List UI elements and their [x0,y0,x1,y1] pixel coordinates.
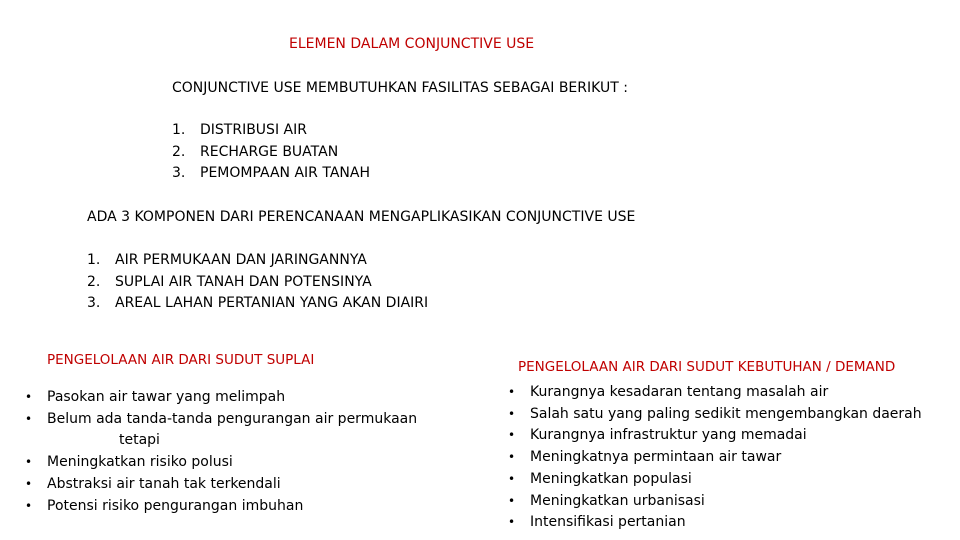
item-text: Meningkatkan risiko polusi [47,454,233,471]
bullet-icon: • [25,390,33,404]
item-text: AIR PERMUKAAN DAN JARINGANNYA [115,252,367,268]
list-item [508,404,922,426]
list-item [25,452,417,474]
item-text: Abstraksi air tanah tak terkendali [47,475,281,492]
item-text: Kurangnya infrastruktur yang memadai [530,427,807,444]
list-item [25,409,417,452]
item-continuation: tetapi [119,432,160,449]
item-number: 1. [87,252,101,268]
bullet-icon: • [508,493,516,508]
item-text: Kurangnya kesadaran tentang masalah air [530,384,829,400]
supply-heading: PENGELOLAAN AIR DARI SUDUT SUPLAI [47,352,315,368]
page-title: ELEMEN DALAM CONJUNCTIVE USE [289,36,535,52]
list-item [25,387,417,409]
item-number: 1. [172,122,186,138]
item-text: Salah satu yang paling sedikit mengembangkan daerah [530,405,922,422]
item-number: 2. [172,143,186,160]
list-item [172,142,370,164]
list-item [508,382,922,404]
bullet-icon: • [508,515,516,530]
item-number: 2. [87,273,101,290]
item-number: 3. [172,165,186,181]
components-list [87,250,428,315]
list-item [508,447,922,469]
list-item [508,512,922,534]
item-text: Intensifikasi pertanian [530,514,686,531]
bullet-icon: • [508,428,516,443]
item-text: DISTRIBUSI AIR [200,122,307,138]
demand-list [508,382,922,534]
item-text: Meningkatnya permintaan air tawar [530,449,782,466]
list-item [172,120,370,142]
list-item [172,163,370,185]
bullet-icon: • [508,385,516,399]
facilities-list [172,120,370,185]
item-text: Meningkatkan populasi [530,470,692,487]
list-item [87,272,428,294]
bullet-icon: • [25,476,33,491]
components-heading: ADA 3 KOMPONEN DARI PERENCANAAN MENGAPLIKASIKAN CONJUNCTIVE USE [87,209,636,225]
item-number: 3. [87,295,101,311]
bullet-icon: • [508,450,516,465]
bullet-icon: • [508,471,516,486]
facilities-heading: CONJUNCTIVE USE MEMBUTUHKAN FASILITAS SEBAGAI BERIKUT : [172,80,628,96]
list-item [87,250,428,272]
item-text: Pasokan air tawar yang melimpah [47,389,286,405]
bullet-icon: • [25,411,33,426]
supply-list [25,387,417,517]
item-text: PEMOMPAAN AIR TANAH [200,165,370,181]
list-item [508,425,922,447]
item-text: AREAL LAHAN PERTANIAN YANG AKAN DIAIRI [115,295,429,311]
item-text: Meningkatkan urbanisasi [530,492,705,509]
bullet-icon: • [25,455,33,470]
item-text: SUPLAI AIR TANAH DAN POTENSINYA [115,273,372,290]
list-item [25,496,417,518]
item-text: Potensi risiko pengurangan imbuhan [47,497,304,514]
demand-heading: PENGELOLAAN AIR DARI SUDUT KEBUTUHAN / DEMAND [518,359,896,375]
list-item [508,491,922,513]
bullet-icon: • [508,406,516,421]
list-item [25,474,417,496]
item-text: RECHARGE BUATAN [200,143,339,160]
item-text: Belum ada tanda-tanda pengurangan air permukaan [47,410,418,427]
bullet-icon: • [25,498,33,513]
list-item [508,469,922,491]
list-item [87,293,428,315]
